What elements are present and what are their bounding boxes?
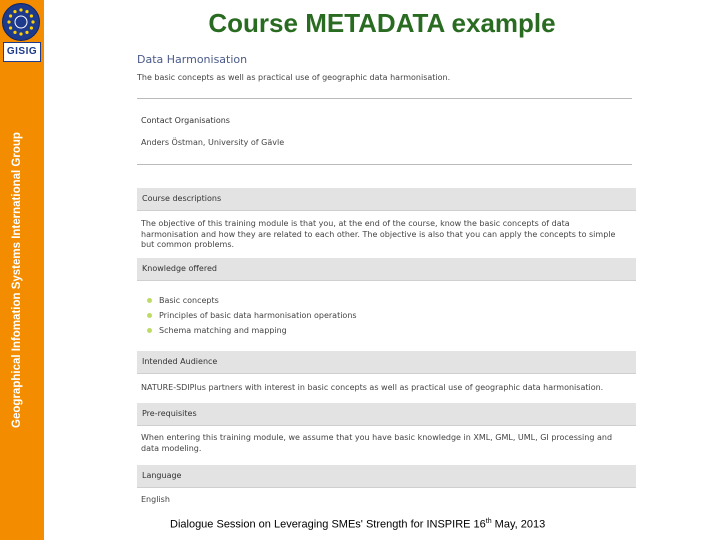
description-heading: Course descriptions xyxy=(142,194,222,203)
vertical-org-label xyxy=(10,32,24,500)
list-item: Basic concepts xyxy=(147,296,219,305)
prereq-heading: Pre-requisites xyxy=(142,409,197,418)
slide-title: Course METADATA example xyxy=(208,8,556,38)
left-sidebar xyxy=(0,0,44,540)
description-text: The objective of this training module is that you, at the end of the course, know the basic concepts of data harmonisation and how they are related to each other. The objective is also that you can apply the concepts to simple but common problems. xyxy=(141,219,616,249)
list-item: Schema matching and mapping xyxy=(147,326,287,335)
language-heading: Language xyxy=(142,471,182,480)
course-title: Data Harmonisation xyxy=(137,53,248,66)
course-summary: The basic concepts as well as practical use of geographic data harmonisation. xyxy=(137,73,451,82)
bullet-icon xyxy=(147,328,152,333)
language-value: English xyxy=(141,495,170,504)
contact-value: Anders Östman, University of Gävle xyxy=(141,138,285,147)
slide-footer: Dialogue Session on Leveraging SMEs' Strength for INSPIRE 16th May, 2013 xyxy=(170,518,546,531)
audience-text: NATURE-SDIPlus partners with interest in basic concepts as well as practical use of geographic data harmonisation. xyxy=(141,383,604,392)
prereq-text: When entering this training module, we assume that you have basic knowledge in XML, GML, UML, GI processing and data modeling. xyxy=(141,433,613,453)
bullet-icon xyxy=(147,298,152,303)
section-bar-prerequisites xyxy=(137,403,636,426)
section-bar-knowledge xyxy=(137,258,636,281)
section-bar-language xyxy=(137,465,636,488)
section-bar-audience xyxy=(137,351,636,374)
knowledge-heading: Knowledge offered xyxy=(142,264,217,273)
list-item: Principles of basic data harmonisation operations xyxy=(147,311,357,320)
contact-heading: Contact Organisations xyxy=(141,116,230,125)
vertical-org-label-text: Geographical Infomation Systems International Group xyxy=(11,132,23,428)
bullet-icon xyxy=(147,313,152,318)
audience-heading: Intended Audience xyxy=(142,357,218,366)
divider xyxy=(137,164,632,165)
section-bar-description xyxy=(137,188,636,211)
divider xyxy=(137,98,632,99)
gisig-logo: GISIG xyxy=(3,42,41,62)
course-metadata-screenshot xyxy=(133,46,637,504)
